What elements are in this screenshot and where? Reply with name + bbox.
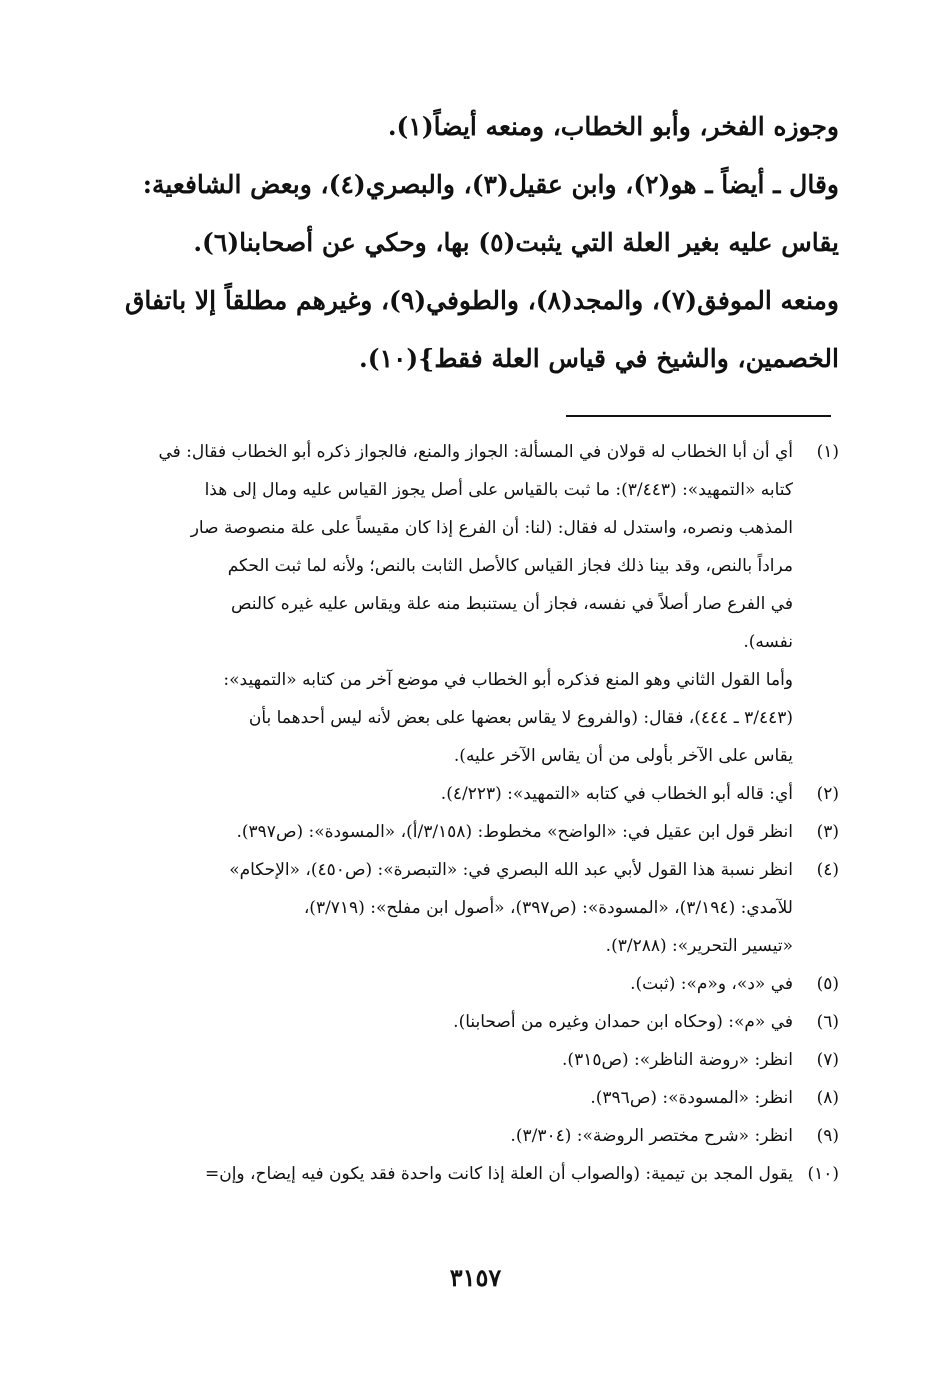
main-text — [125, 98, 839, 388]
footnote-line: انظر نسبة هذا القول لأبي عبد الله البصري في: «التبصرة»: (ص٤٥٠)، «الإحكام» — [229, 860, 793, 880]
footnote-4 — [119, 851, 839, 965]
footnote-line: في «م»: (وحكاه ابن حمدان وغيره من أصحابنا). — [453, 1012, 793, 1032]
footnote-number: (١) — [816, 442, 839, 462]
footnote-number: (٢) — [816, 784, 839, 804]
footnote-separator — [566, 415, 831, 417]
footnote-number: (٩) — [816, 1126, 839, 1146]
footnote-line: في الفرع صار أصلاً في نفسه، فجاز أن يستنبط منه علة ويقاس عليه غيره كالنص — [230, 594, 793, 614]
main-text-line: ومنعه الموفق(٧)، والمجد(٨)، والطوفي(٩)، وغيرهم مطلقاً إلا باتفاق — [125, 286, 839, 315]
footnote-line: انظر: «شرح مختصر الروضة»: (٣/٣٠٤). — [510, 1126, 793, 1146]
footnote-body — [119, 1041, 793, 1079]
footnote-2 — [119, 775, 839, 813]
footnote-7 — [119, 1041, 839, 1079]
footnote-body — [119, 1155, 793, 1193]
footnote-number: (٤) — [816, 860, 839, 880]
footnote-line: (٣/٤٤٣ ـ ٤٤٤)، فقال: (والفروع لا يقاس بعضها على بعض لأنه ليس أحدهما بأن — [248, 708, 793, 728]
footnote-line: أي: قاله أبو الخطاب في كتابه «التمهيد»: (٤/٢٢٣). — [440, 784, 793, 804]
footnote-line: نفسه). — [743, 632, 793, 652]
footnote-number: (٦) — [816, 1012, 839, 1032]
footnote-number: (٧) — [816, 1050, 839, 1070]
footnote-body — [119, 813, 793, 851]
footnote-body — [119, 433, 793, 775]
footnote-line: انظر: «روضة الناظر»: (ص٣١٥). — [562, 1050, 793, 1070]
main-text-line: وجوزه الفخر، وأبو الخطاب، ومنعه أيضاً(١). — [387, 112, 839, 141]
footnote-body — [119, 1117, 793, 1155]
footnote-body — [119, 1079, 793, 1117]
footnote-line: مراداً بالنص، وقد بينا ذلك فجاز القياس كالأصل الثابت بالنص؛ ولأنه لما ثبت الحكم — [227, 556, 793, 576]
footnote-body — [119, 851, 793, 965]
main-text-line: وقال ـ أيضاً ـ هو(٢)، وابن عقيل(٣)، والبصري(٤)، وبعض الشافعية: — [142, 170, 839, 199]
footnote-body — [119, 775, 793, 813]
footnote-number: (٨) — [816, 1088, 839, 1108]
footnote-body — [119, 1003, 793, 1041]
footnote-1 — [119, 433, 839, 775]
footnote-line: انظر: «المسودة»: (ص٣٩٦). — [590, 1088, 793, 1108]
page-number: ٣١٥٧ — [449, 1263, 502, 1292]
footnote-9 — [119, 1117, 839, 1155]
footnote-5 — [119, 965, 839, 1003]
main-text-line: يقاس عليه بغير العلة التي يثبت(٥) بها، وحكي عن أصحابنا(٦). — [193, 228, 839, 257]
footnote-line: للآمدي: (٣/١٩٤)، «المسودة»: (ص٣٩٧)، «أصول ابن مفلح»: (٣/٧١٩)، — [303, 898, 793, 918]
footnote-line: يقاس على الآخر بأولى من أن يقاس الآخر عليه). — [453, 746, 793, 766]
footnote-number: (١٠) — [807, 1164, 839, 1184]
footnote-line: في «د»، و«م»: (ثبت). — [630, 974, 793, 994]
footnote-line: يقول المجد بن تيمية: (والصواب أن العلة إذا كانت واحدة فقد يكون فيه إيضاح، وإن= — [204, 1164, 793, 1184]
footnote-body — [119, 965, 793, 1003]
footnote-10 — [119, 1155, 839, 1193]
main-text-line: الخصمين، والشيخ في قياس العلة فقط}(١٠). — [359, 344, 839, 373]
footnote-number: (٣) — [816, 822, 839, 842]
footnote-line: «تيسير التحرير»: (٣/٢٨٨). — [605, 936, 793, 956]
footnote-line: انظر قول ابن عقيل في: «الواضح» مخطوط: (٣/١٥٨/أ)، «المسودة»: (ص٣٩٧). — [236, 822, 793, 842]
footnote-line: كتابه «التمهيد»: (٣/٤٤٣): ما ثبت بالقياس على أصل يجوز القياس عليه ومال إلى هذا — [204, 480, 793, 500]
footnote-8 — [119, 1079, 839, 1117]
footnote-line: المذهب ونصره، واستدل له فقال: (لنا: أن الفرع إذا كان مقيساً على علة منصوصة صار — [190, 518, 793, 538]
footnote-6 — [119, 1003, 839, 1041]
footnote-line: أي أن أبا الخطاب له قولان في المسألة: الجواز والمنع، فالجواز ذكره أبو الخطاب فقال: في — [158, 442, 793, 462]
footnote-3 — [119, 813, 839, 851]
footnote-number: (٥) — [816, 974, 839, 994]
footnote-line: وأما القول الثاني وهو المنع فذكره أبو الخطاب في موضع آخر من كتابه «التمهيد»: — [223, 670, 793, 690]
footnotes — [119, 433, 839, 1193]
